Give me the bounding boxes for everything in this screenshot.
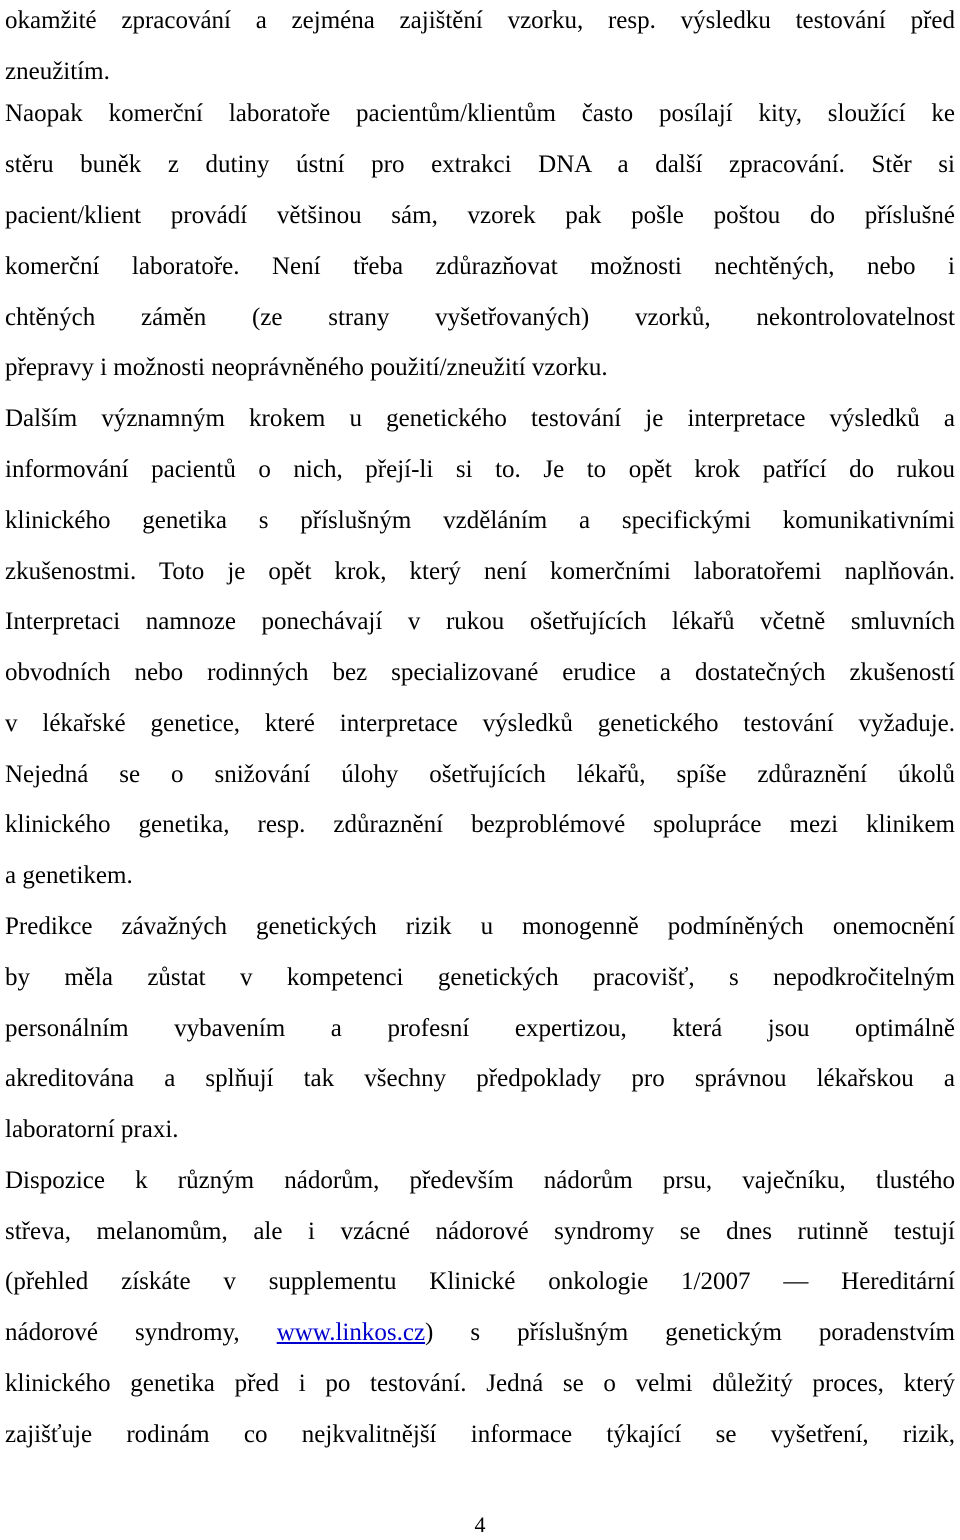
text-line: personálním vybavením a profesní expertizou, která jsou optimálně	[5, 1015, 955, 1042]
text-line: informování pacientů o nich, přejí-li si to. Je to opět krok patřící do rukou	[5, 456, 955, 483]
text-line: v lékařské genetice, které interpretace výsledků genetického testování vyžaduje.	[5, 710, 955, 737]
text-line: okamžité zpracování a zejména zajištění vzorku, resp. výsledku testování před	[5, 7, 955, 34]
text-line: Predikce závažných genetických rizik u monogenně podmíněných onemocnění	[5, 913, 955, 940]
text-line: zneužitím.	[5, 58, 110, 85]
text-line: klinického genetika, resp. zdůraznění bezproblémové spolupráce mezi klinikem	[5, 811, 955, 838]
text-line: pacient/klient provádí většinou sám, vzorek pak pošle poštou do příslušné	[5, 202, 955, 229]
text-line: akreditována a splňují tak všechny předpoklady pro správnou lékařskou a	[5, 1065, 955, 1092]
text-line: Interpretaci namnoze ponechávají v rukou ošetřujících lékařů včetně smluvních	[5, 608, 955, 635]
linkos-link[interactable]: www.linkos.cz	[276, 1319, 426, 1346]
text-line: zajišťuje rodinám co nejkvalitnější informace týkající se vyšetření, rizik,	[5, 1421, 955, 1448]
text-line: přepravy i možnosti neoprávněného použití/zneužití vzorku.	[5, 354, 608, 381]
text-line: by měla zůstat v kompetenci genetických pracovišť, s nepodkročitelným	[5, 964, 955, 991]
text-line: Dalším významným krokem u genetického testování je interpretace výsledků a	[5, 405, 955, 432]
text-line: zkušenostmi. Toto je opět krok, který není komerčními laboratořemi naplňován.	[5, 558, 955, 585]
text-line-with-link	[5, 1307, 955, 1358]
page-number: 4	[474, 1512, 486, 1537]
text-line: Dispozice k různým nádorům, především nádorům prsu, vaječníku, tlustého	[5, 1167, 955, 1194]
text-line: Nejedná se o snižování úlohy ošetřujících lékařů, spíše zdůraznění úkolů	[5, 761, 955, 788]
text-line: a genetikem.	[5, 862, 133, 889]
text-line: klinického genetika s příslušným vzděláním a specifickými komunikativními	[5, 507, 955, 534]
text-line: obvodních nebo rodinných bez specializované erudice a dostatečných zkušeností	[5, 659, 955, 686]
text-line: chtěných záměn (ze strany vyšetřovaných) vzorků, nekontrolovatelnost	[5, 304, 955, 331]
text-line: stěru buněk z dutiny ústní pro extrakci DNA a další zpracování. Stěr si	[5, 151, 955, 178]
text-line: klinického genetika před i po testování. Jedná se o velmi důležitý proces, který	[5, 1370, 955, 1397]
text-line: střeva, melanomům, ale i vzácné nádorové syndromy se dnes rutinně testují	[5, 1218, 955, 1245]
link-line-after: ) s příslušným genetickým poradenstvím	[425, 1319, 955, 1346]
text-line: laboratorní praxi.	[5, 1116, 179, 1143]
text-line: Naopak komerční laboratoře pacientům/klientům často posílají kity, sloužící ke	[5, 100, 955, 127]
text-line: komerční laboratoře. Není třeba zdůrazňovat možnosti nechtěných, nebo i	[5, 253, 955, 280]
text-line: (přehled získáte v supplementu Klinické onkologie 1/2007 — Hereditární	[5, 1268, 955, 1295]
link-line-before: nádorové syndromy,	[5, 1319, 277, 1346]
